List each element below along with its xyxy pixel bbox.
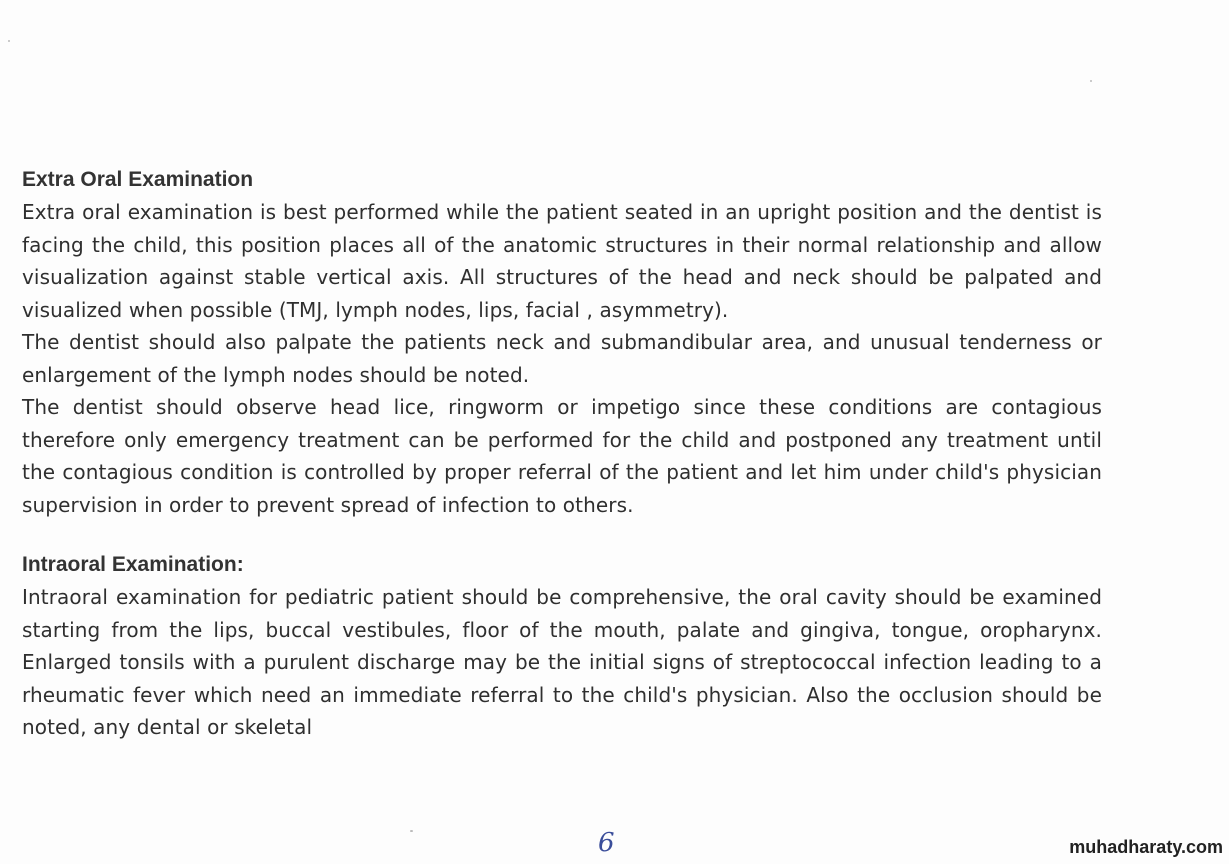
page-number: 6 [598,828,615,858]
section-heading-intraoral: Intraoral Examination: [22,553,244,576]
watermark: muhadharaty.com [1069,837,1223,857]
paragraph-extra-oral-3: The dentist should observe head lice, ringworm or impetigo since these conditions are contagious therefore only emergency treatment can be performed for the child and postponed any treatment until the contagious condition is controlled by proper referral of the patient and let him under child's physician supervision in order to prevent spread of infection to others. [22,395,1102,517]
paragraph-extra-oral-1: Extra oral examination is best performed while the patient seated in an upright position and the dentist is facing the child, this position places all of the anatomic structures in their normal relationship and allow visualization against stable vertical axis. All structures of the head and neck should be palpated and visualized when possible (TMJ, lymph nodes, lips, facial , asymmetry). [22,200,1102,322]
paragraph-extra-oral-2: The dentist should also palpate the patients neck and submandibular area, and unusual tenderness or enlargement of the lymph nodes should be noted. [22,330,1102,387]
paragraph-intraoral-1: Intraoral examination for pediatric patient should be comprehensive, the oral cavity should be examined starting from the lips, buccal vestibules, floor of the mouth, palate and gingiva, tongue, oropharynx. Enlarged tonsils with a purulent discharge may be the initial signs of streptococcal infection leading to a rheumatic fever which need an immediate referral to the child's physician. Also the occlusion should be noted, any dental or skeletal [22,585,1102,739]
scan-speck [8,40,10,42]
scan-speck [1090,80,1092,82]
section-gap [22,521,1102,549]
scan-speck [410,830,413,832]
document-body [22,164,1102,744]
section-heading-extra-oral: Extra Oral Examination [22,168,254,191]
